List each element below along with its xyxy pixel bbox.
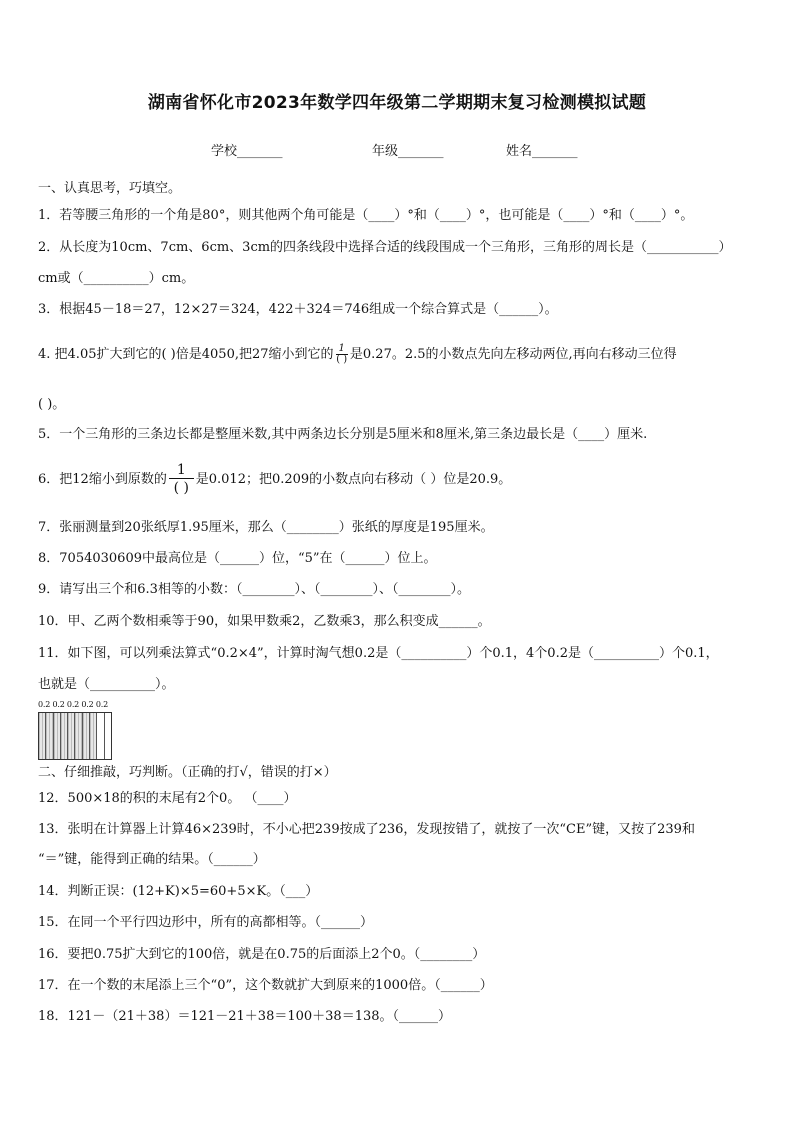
grid-column-shaded (39, 713, 46, 759)
question-15: 15．在同一个平行四边形中，所有的高都相等。（______） (38, 915, 374, 930)
grid-column (97, 713, 104, 759)
fraction-numerator: 1 (169, 462, 194, 479)
page-title: 湖南省怀化市2023年数学四年级第二学期期末复习检测模拟试题 (147, 93, 647, 113)
question-18: 18．121－（21＋38）＝121－21＋38＝100＋38＝138。（______） (38, 1009, 452, 1024)
question-2-line1: 2．从长度为10cm、7cm、6cm、3cm的四条线段中选择合适的线段围成一个三角形，三角形的周长是（___________） (38, 240, 732, 255)
name-field: 姓名_______ (506, 144, 578, 159)
question-13-line1: 13．张明在计算器上计算46×239时，不小心把239按成了236，发现按错了，就按了一次“CE”键，又按了239和 (38, 822, 695, 837)
fraction-denominator: ( ) (173, 480, 189, 496)
question-3: 3．根据45－18＝27，12×27＝324，422＋324＝746组成一个综合算式是（______）。 (38, 302, 558, 317)
grid-column (105, 713, 111, 759)
grade-field: 年级_______ (372, 144, 444, 159)
fraction (169, 462, 194, 497)
question-4-line1 (38, 344, 677, 365)
fraction (336, 344, 348, 365)
grid-column-shaded (68, 713, 75, 759)
question-6-text-a: 6．把12缩小到原数的 (38, 472, 167, 487)
question-7: 7．张丽测量到20张纸厚1.95厘米，那么（________）张纸的厚度是195厘米。 (38, 520, 494, 535)
question-8: 8．7054030609中最高位是（______）位，“5”在（______）位上。 (38, 551, 437, 566)
question-12: 12．500×18的积的末尾有2个0。 （____） (38, 791, 297, 806)
grid-column-shaded (90, 713, 97, 759)
question-11-line1: 11．如下图，可以列乘法算式“0.2×4”，计算时淘气想0.2是（__________）个0.1，4个0.2是（__________）个0.1， (38, 646, 719, 661)
question-11-line2: 也就是（__________）。 (38, 677, 175, 692)
question-4-text-a: 4. 把4.05扩大到它的( )倍是4050,把27缩小到它的 (38, 347, 334, 362)
question-4-line2: ( )。 (38, 397, 66, 412)
question-10: 10．甲、乙两个数相乘等于90，如果甲数乘2，乙数乘3，那么积变成______。 (38, 614, 491, 629)
fraction-numerator: 1 (336, 344, 348, 355)
figure-grid (38, 712, 112, 760)
grid-column-shaded (46, 713, 53, 759)
school-field: 学校_______ (211, 144, 283, 159)
section-heading-judge: 二、仔细推敲，巧判断。（正确的打√，错误的打×） (38, 765, 337, 780)
section-heading-fill: 一、认真思考，巧填空。 (38, 181, 182, 196)
question-16: 16．要把0.75扩大到它的100倍，就是在0.75的后面添上2个0。（________） (38, 947, 486, 962)
question-13-line2: “＝”键，能得到正确的结果。（______） (38, 852, 266, 867)
question-17: 17．在一个数的末尾添上三个“0”，这个数就扩大到原来的1000倍。（______） (38, 978, 493, 993)
question-1: 1．若等腰三角形的一个角是80°，则其他两个角可能是（____）°和（____）°，也可能是（____）°和（____）°。 (38, 208, 694, 223)
question-5: 5．一个三角形的三条边长都是整厘米数,其中两条边长分别是5厘米和8厘米,第三条边最长是（____）厘米. (38, 427, 648, 442)
grid-column-shaded (54, 713, 61, 759)
question-2-line2: cm或（__________）cm。 (38, 271, 195, 286)
grid-column-shaded (83, 713, 90, 759)
question-4-text-b: 是0.27。2.5的小数点先向左移动两位,再向右移动三位得 (349, 347, 677, 362)
question-6 (38, 462, 511, 497)
decimal-grid-figure (38, 700, 114, 760)
grid-column-shaded (75, 713, 82, 759)
question-14: 14．判断正误：(12+K)×5=60+5×K。（___） (38, 884, 319, 899)
grid-column-shaded (61, 713, 68, 759)
fraction-denominator: ( ) (336, 354, 348, 365)
question-6-text-b: 是0.012；把0.209的小数点向右移动（ ）位是20.9。 (195, 472, 512, 487)
question-9: 9．请写出三个和6.3相等的小数：（________）、（________）、（________）。 (38, 582, 470, 597)
figure-labels: 0.2 0.2 0.2 0.2 0.2 (38, 700, 108, 709)
